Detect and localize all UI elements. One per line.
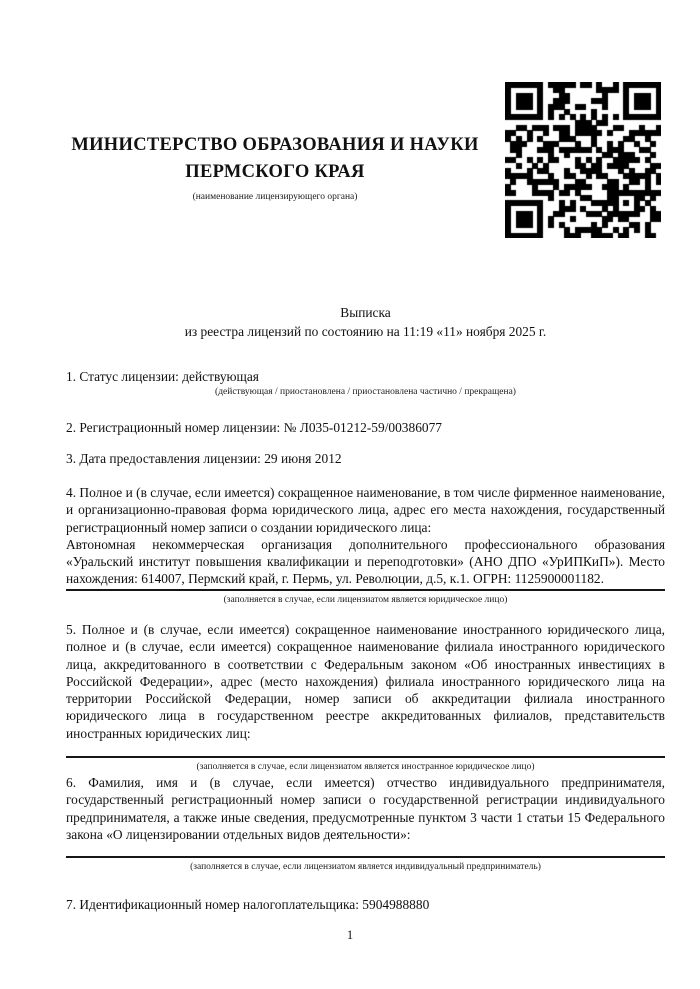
item-foreign-entity-caption: (заполняется в случае, если лицензиатом является иностранное юридическое лицо) — [196, 762, 535, 773]
item-registration-number — [66, 419, 665, 436]
document-title-line1: Выписка — [340, 305, 391, 320]
item-grant-date — [66, 450, 665, 467]
field-underline — [66, 756, 665, 758]
item-license-status-text: 1. Статус лицензии: действующая — [66, 369, 259, 384]
item-grant-date-text: 3. Дата предоставления лицензии: 29 июня 2012 — [66, 451, 342, 466]
ministry-name-caption: (наименование лицензирующего органа) — [192, 192, 358, 202]
item-legal-entity-label: 4. Полное и (в случае, если имеется) сокращенное наименование, в том числе фирменное наименование, и организационно-правовая форма юридического лица, адрес его места нахождения, государственный регистрационный номер записи о создании юридического лица: — [66, 485, 665, 535]
item-taxpayer-number-text: 7. Идентификационный номер налогоплательщика: 5904988880 — [66, 897, 430, 912]
item-license-status-caption: (действующая / приостановлена / приостановлена частично / прекращена) — [215, 387, 516, 398]
item-foreign-entity-label: 5. Полное и (в случае, если имеется) сокращенное наименование иностранного юридического лица, полное и (в случае, если имеется) сокращенное наименование филиала иностранного юридического лица, аккредитованного в соответствии с Федеральным законом «Об иностранных инвестициях в Российской Федерации», адрес (место нахождения) филиала иностранного юридического лица на территории Российской Федерации, номер записи об аккредитации филиала иностранного юридического лица в государственном реестре аккредитованных филиалов, представительств иностранных юридических лиц: — [66, 622, 665, 741]
item-taxpayer-number — [66, 896, 665, 913]
field-underline — [66, 856, 665, 858]
field-underline — [66, 589, 665, 591]
item-individual-entrepreneur — [66, 774, 665, 873]
item-individual-entrepreneur-caption: (заполняется в случае, если лицензиатом является индивидуальный предприниматель) — [190, 862, 541, 873]
ministry-name-line1: МИНИСТЕРСТВО ОБРАЗОВАНИЯ И НАУКИ — [71, 135, 479, 155]
page-number: 1 — [346, 928, 354, 942]
ministry-name-line2: ПЕРМСКОГО КРАЯ — [185, 162, 365, 182]
item-foreign-entity — [66, 621, 665, 773]
item-legal-entity — [66, 484, 665, 606]
item-registration-number-text: 2. Регистрационный номер лицензии: № Л035-01212-59/00386077 — [66, 420, 442, 435]
item-legal-entity-value: Автономная некоммерческая организация дополнительного профессионального образования «Уральский институт повышения квалификации и переподготовки» (АНО ДПО «УрИПКиП»). Место нахождения: 614007, Пермский край, г. Пермь, ул. Революции, д.5, к.1. ОГРН: 1125900001182. — [66, 536, 665, 587]
item-individual-entrepreneur-label: 6. Фамилия, имя и (в случае, если имеется) отчество индивидуального предпринимателя, государственный регистрационный номер записи о государственной регистрации индивидуального предпринимателя, а также иные сведения, предусмотренные пунктом 3 части 1 статьи 15 Федерального закона «О лицензировании отдельных видов деятельности»: — [66, 775, 665, 842]
qr-code-icon — [505, 82, 661, 238]
item-license-status — [66, 368, 665, 398]
item-legal-entity-caption: (заполняется в случае, если лицензиатом является юридическое лицо) — [223, 594, 508, 605]
licensing-authority-header — [60, 132, 490, 203]
document-title-line2: из реестра лицензий по состоянию на 11:19 «11» ноября 2025 г. — [184, 323, 547, 339]
document-title — [66, 304, 665, 341]
